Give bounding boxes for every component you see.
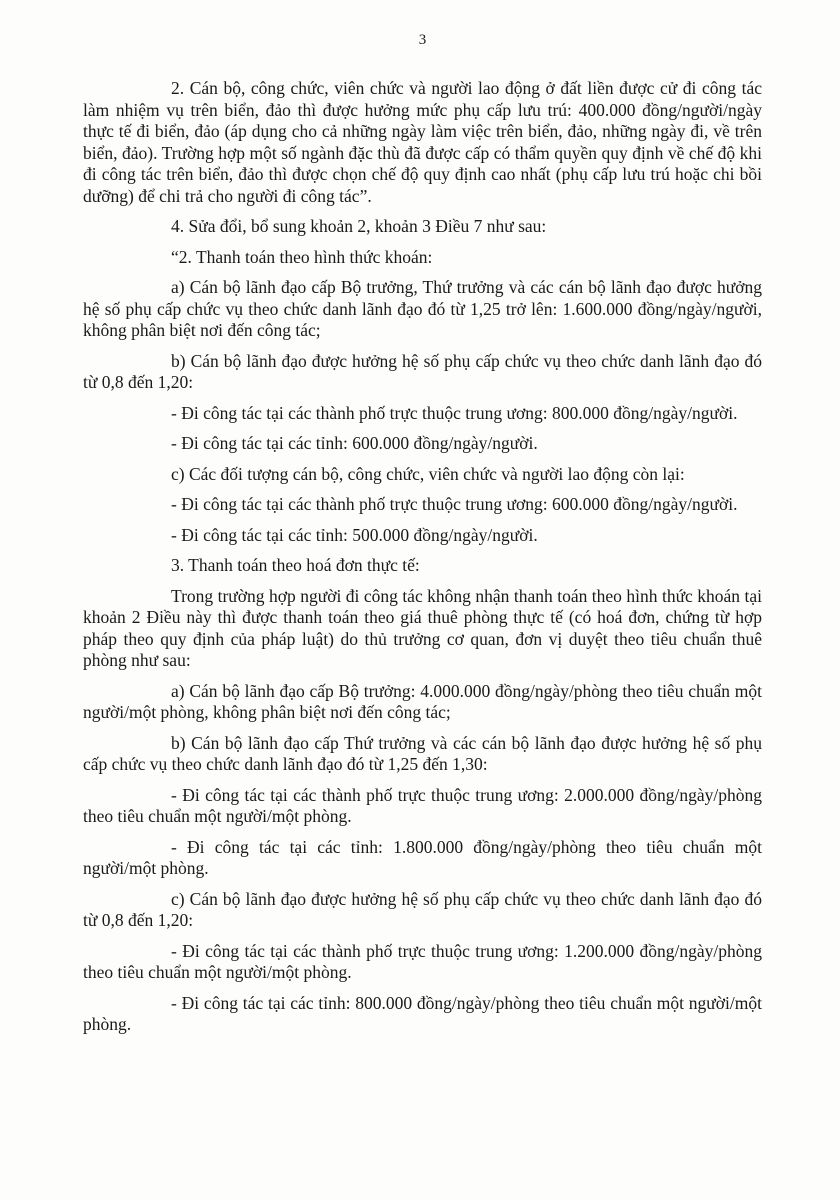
paragraph-invoice-c-city: - Đi công tác tại các thành phố trực thuộc trung ương: 1.200.000 đồng/ngày/phòng theo tiêu chuẩn một người/một phòng. (83, 940, 762, 982)
paragraph-lump-sum-a: a) Cán bộ lãnh đạo cấp Bộ trưởng, Thứ trưởng và các cán bộ lãnh đạo được hưởng hệ số phụ cấp chức vụ theo chức danh lãnh đạo đó từ 1,25 trở lên: 1.600.000 đồng/ngày/người, không phân biệt nơi đến công tác; (83, 277, 762, 340)
paragraph-invoice-b-city: - Đi công tác tại các thành phố trực thuộc trung ương: 2.000.000 đồng/ngày/phòng theo tiêu chuẩn một người/một phòng. (83, 784, 762, 826)
paragraph-lump-sum-b: b) Cán bộ lãnh đạo được hưởng hệ số phụ cấp chức vụ theo chức danh lãnh đạo đó từ 0,8 đến 1,20: (83, 350, 762, 392)
paragraph-lump-sum-b-city: - Đi công tác tại các thành phố trực thuộc trung ương: 800.000 đồng/ngày/người. (171, 402, 738, 423)
paragraph-invoice-a: a) Cán bộ lãnh đạo cấp Bộ trưởng: 4.000.000 đồng/ngày/phòng theo tiêu chuẩn một người/một phòng, không phân biệt nơi đến công tác; (83, 680, 762, 722)
paragraph-invoice-c-province: - Đi công tác tại các tỉnh: 800.000 đồng/ngày/phòng theo tiêu chuẩn một người/một phòng. (83, 992, 762, 1034)
paragraph-invoice-intro: Trong trường hợp người đi công tác không nhận thanh toán theo hình thức khoán tại khoản 2 Điều này thì được thanh toán theo giá thuê phòng thực tế (có hoá đơn, chứng từ hợp pháp theo quy định của pháp luật) do thủ trưởng cơ quan, đơn vị duyệt theo tiêu chuẩn thuê phòng như sau: (83, 585, 762, 670)
paragraph-invoice-c: c) Cán bộ lãnh đạo được hưởng hệ số phụ cấp chức vụ theo chức danh lãnh đạo đó từ 0,8 đến 1,20: (83, 888, 762, 930)
paragraph-lump-sum-c-city: - Đi công tác tại các thành phố trực thuộc trung ương: 600.000 đồng/ngày/người. (171, 494, 738, 514)
paragraph-amend-article-7: 4. Sửa đổi, bổ sung khoản 2, khoản 3 Điều 7 như sau: (171, 216, 547, 236)
document-body (83, 78, 762, 1036)
page-number: 3 (418, 32, 427, 48)
paragraph-invoice-heading: 3. Thanh toán theo hoá đơn thực tế: (171, 555, 420, 575)
paragraph-lump-sum-c: c) Các đối tượng cán bộ, công chức, viên chức và người lao động còn lại: (171, 463, 685, 484)
paragraph-lump-sum-heading: “2. Thanh toán theo hình thức khoán: (171, 246, 433, 267)
paragraph-lump-sum-b-province: - Đi công tác tại các tỉnh: 600.000 đồng/ngày/người. (171, 433, 538, 453)
paragraph-invoice-b: b) Cán bộ lãnh đạo cấp Thứ trưởng và các cán bộ lãnh đạo được hưởng hệ số phụ cấp chức vụ theo chức danh lãnh đạo đó từ 1,25 đến 1,30: (83, 732, 762, 774)
paragraph-clause-2-sea-allowance: 2. Cán bộ, công chức, viên chức và người lao động ở đất liền được cử đi công tác làm nhiệm vụ trên biển, đảo thì được hưởng mức phụ cấp lưu trú: 400.000 đồng/người/ngày thực tế đi biển, đảo (áp dụng cho cả những ngày làm việc trên biển, đảo, những ngày đi, về trên biển, đảo). Trường hợp một số ngành đặc thù đã được cấp có thẩm quyền quy định về chế độ khi đi công tác trên biển, đảo thì được chọn chế độ quy định cao nhất (phụ cấp lưu trú hoặc chi bồi dưỡng) để chi trả cho người đi công tác”. (83, 78, 762, 206)
paragraph-lump-sum-c-province: - Đi công tác tại các tỉnh: 500.000 đồng/ngày/người. (171, 524, 538, 545)
paragraph-invoice-b-province: - Đi công tác tại các tỉnh: 1.800.000 đồng/ngày/phòng theo tiêu chuẩn một người/một phòng. (83, 836, 762, 878)
